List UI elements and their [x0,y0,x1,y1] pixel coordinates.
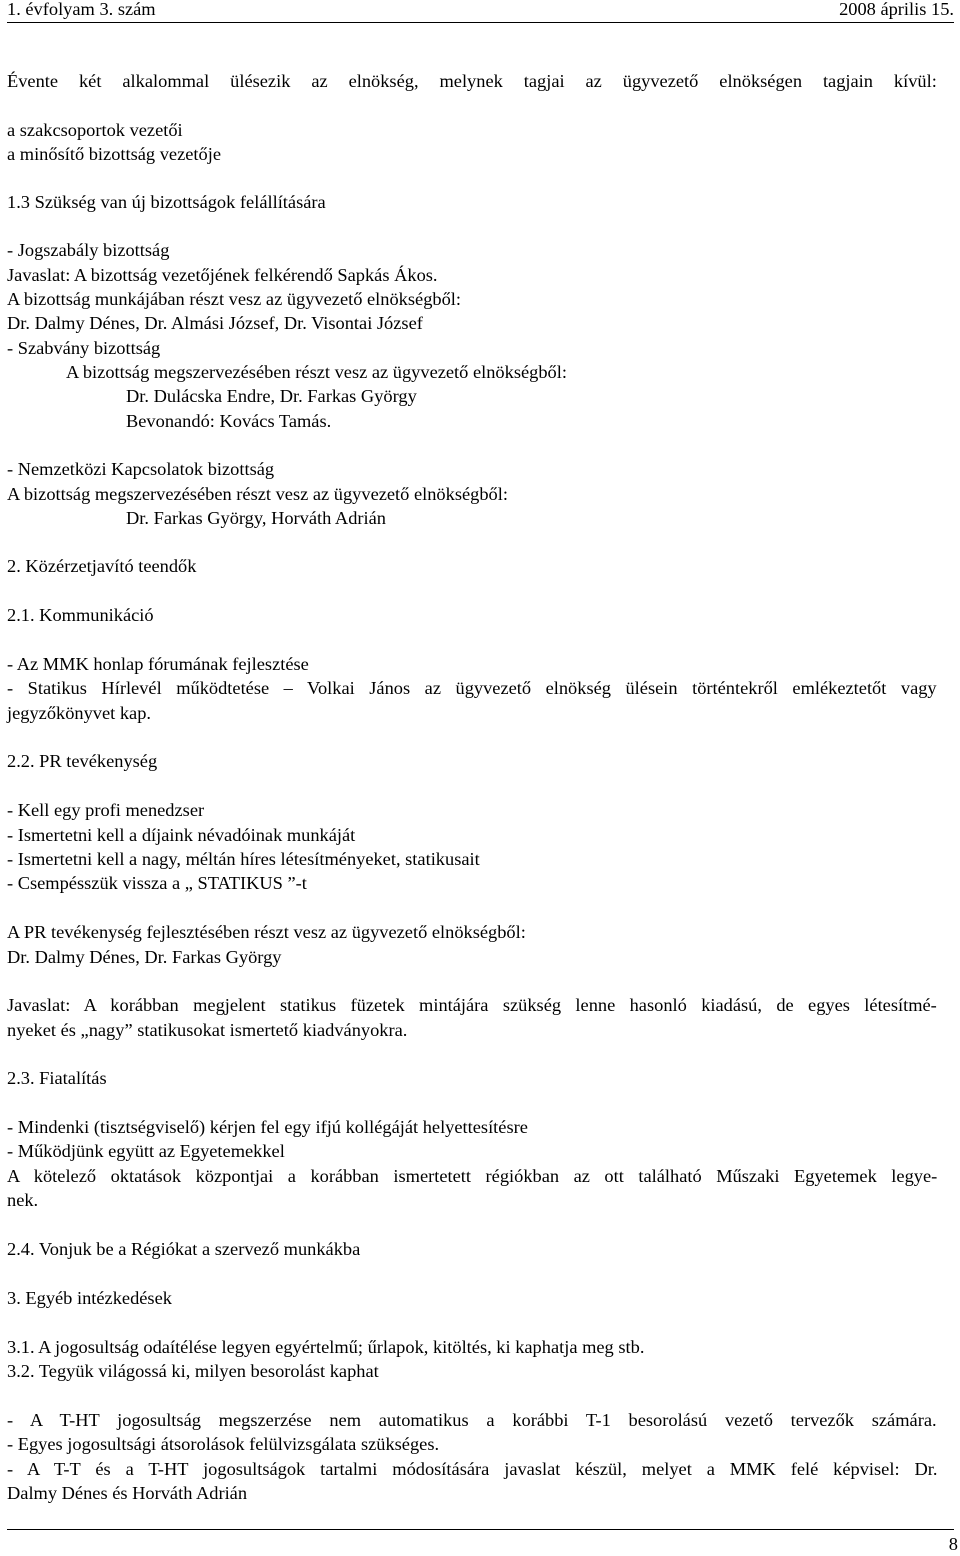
text-line: - Az MMK honlap fórumának fejlesztése [7,654,309,674]
text-line: a szakcsoportok vezetői [7,120,183,140]
text-line: 3.1. A jogosultság odaítélése legyen egyértelmű; űrlapok, kitöltés, ki kaphatja meg stb. [7,1337,645,1357]
text-line: Javaslat: A bizottság vezetőjének felkérendő Sapkás Ákos. [7,265,438,285]
text-line: A bizottság munkájában részt vesz az ügyvezető elnökségből: [7,289,462,309]
section-heading: 2.2. PR tevékenység [7,751,158,771]
text-line: Dr. Dulácska Endre, Dr. Farkas György [126,386,417,406]
text-line: Évente két alkalommal ülésezik az elnökség, melynek tagjai az ügyvezető elnökségen tagjain kívül: [7,71,937,91]
text-line: Dr. Farkas György, Horváth Adrián [126,508,386,528]
text-line: - Mindenki (tisztségviselő) kérjen fel egy ifjú kollégáját helyettesítésre [7,1117,528,1137]
text-line: Dr. Dalmy Dénes, Dr. Almási József, Dr. Visontai József [7,313,423,333]
text-line: - Kell egy profi menedzser [7,800,205,820]
text-line: nyeket és „nagy” statikusokat ismertető kiadványokra. [7,1020,408,1040]
text-line: Dalmy Dénes és Horváth Adrián [7,1483,248,1503]
text-line: - Egyes jogosultsági átsorolások felülvizsgálata szükséges. [7,1434,440,1454]
text-line: - Ismertetni kell a díjaink névadóinak munkáját [7,825,356,845]
text-line: - A T-T és a T-HT jogosultságok tartalmi módosítására javaslat készül, melyet a MMK felé képvisel: Dr. [7,1459,938,1479]
text-line: - Csempésszük vissza a „ STATIKUS ”-t [7,873,307,893]
section-heading: 2.3. Fiatalítás [7,1068,107,1088]
page-number: 8 [948,1534,958,1554]
text-line: - Statikus Hírlevél működtetése – Volkai János az ügyvezető elnökség ülésein történtekről emlékeztetőt vagy [7,678,937,698]
text-line: - Jogszabály bizottság [7,240,170,260]
text-line: - Szabvány bizottság [7,338,161,358]
section-heading: 1.3 Szükség van új bizottságok felállítására [7,192,326,212]
text-line: a minősítő bizottság vezetője [7,144,221,164]
header-issue: 1. évfolyam 3. szám [7,0,156,19]
text-line: A bizottság megszervezésében részt vesz az ügyvezető elnökségből: [66,362,567,382]
text-line: A kötelező oktatások központjai a korábban ismertetett régiókban az ott található Műszaki Egyetemek legye- [7,1166,938,1186]
text-line: Dr. Dalmy Dénes, Dr. Farkas György [7,947,282,967]
section-heading: 2.4. Vonjuk be a Régiókat a szervező munkákba [7,1239,361,1259]
text-line: A bizottság megszervezésében részt vesz az ügyvezető elnökségből: [7,484,508,504]
text-line: Bevonandó: Kovács Tamás. [126,411,332,431]
section-heading: 3. Egyéb intézkedések [7,1288,172,1308]
header-date: 2008 április 15. [839,0,954,19]
text-line: Javaslat: A korábban megjelent statikus füzetek mintájára szükség lenne hasonló kiadású, de egyes létesítmé- [7,995,937,1015]
text-line: nek. [7,1190,39,1210]
text-line: - A T-HT jogosultság megszerzése nem automatikus a korábbi T-1 besorolású vezető tervezők számára. [7,1410,937,1430]
section-heading: 2.1. Kommunikáció [7,605,154,625]
page-header [7,0,954,23]
footer-rule [7,1529,954,1530]
text-line: 3.2. Tegyük világossá ki, milyen besorolást kaphat [7,1361,379,1381]
text-line: - Ismertetni kell a nagy, méltán híres létesítményeket, statikusait [7,849,480,869]
text-line: - Nemzetközi Kapcsolatok bizottság [7,459,275,479]
text-line: - Működjünk együtt az Egyetemekkel [7,1141,285,1161]
section-heading: 2. Közérzetjavító teendők [7,556,197,576]
text-line: A PR tevékenység fejlesztésében részt vesz az ügyvezető elnökségből: [7,922,526,942]
text-line: jegyzőkönyvet kap. [7,703,152,723]
